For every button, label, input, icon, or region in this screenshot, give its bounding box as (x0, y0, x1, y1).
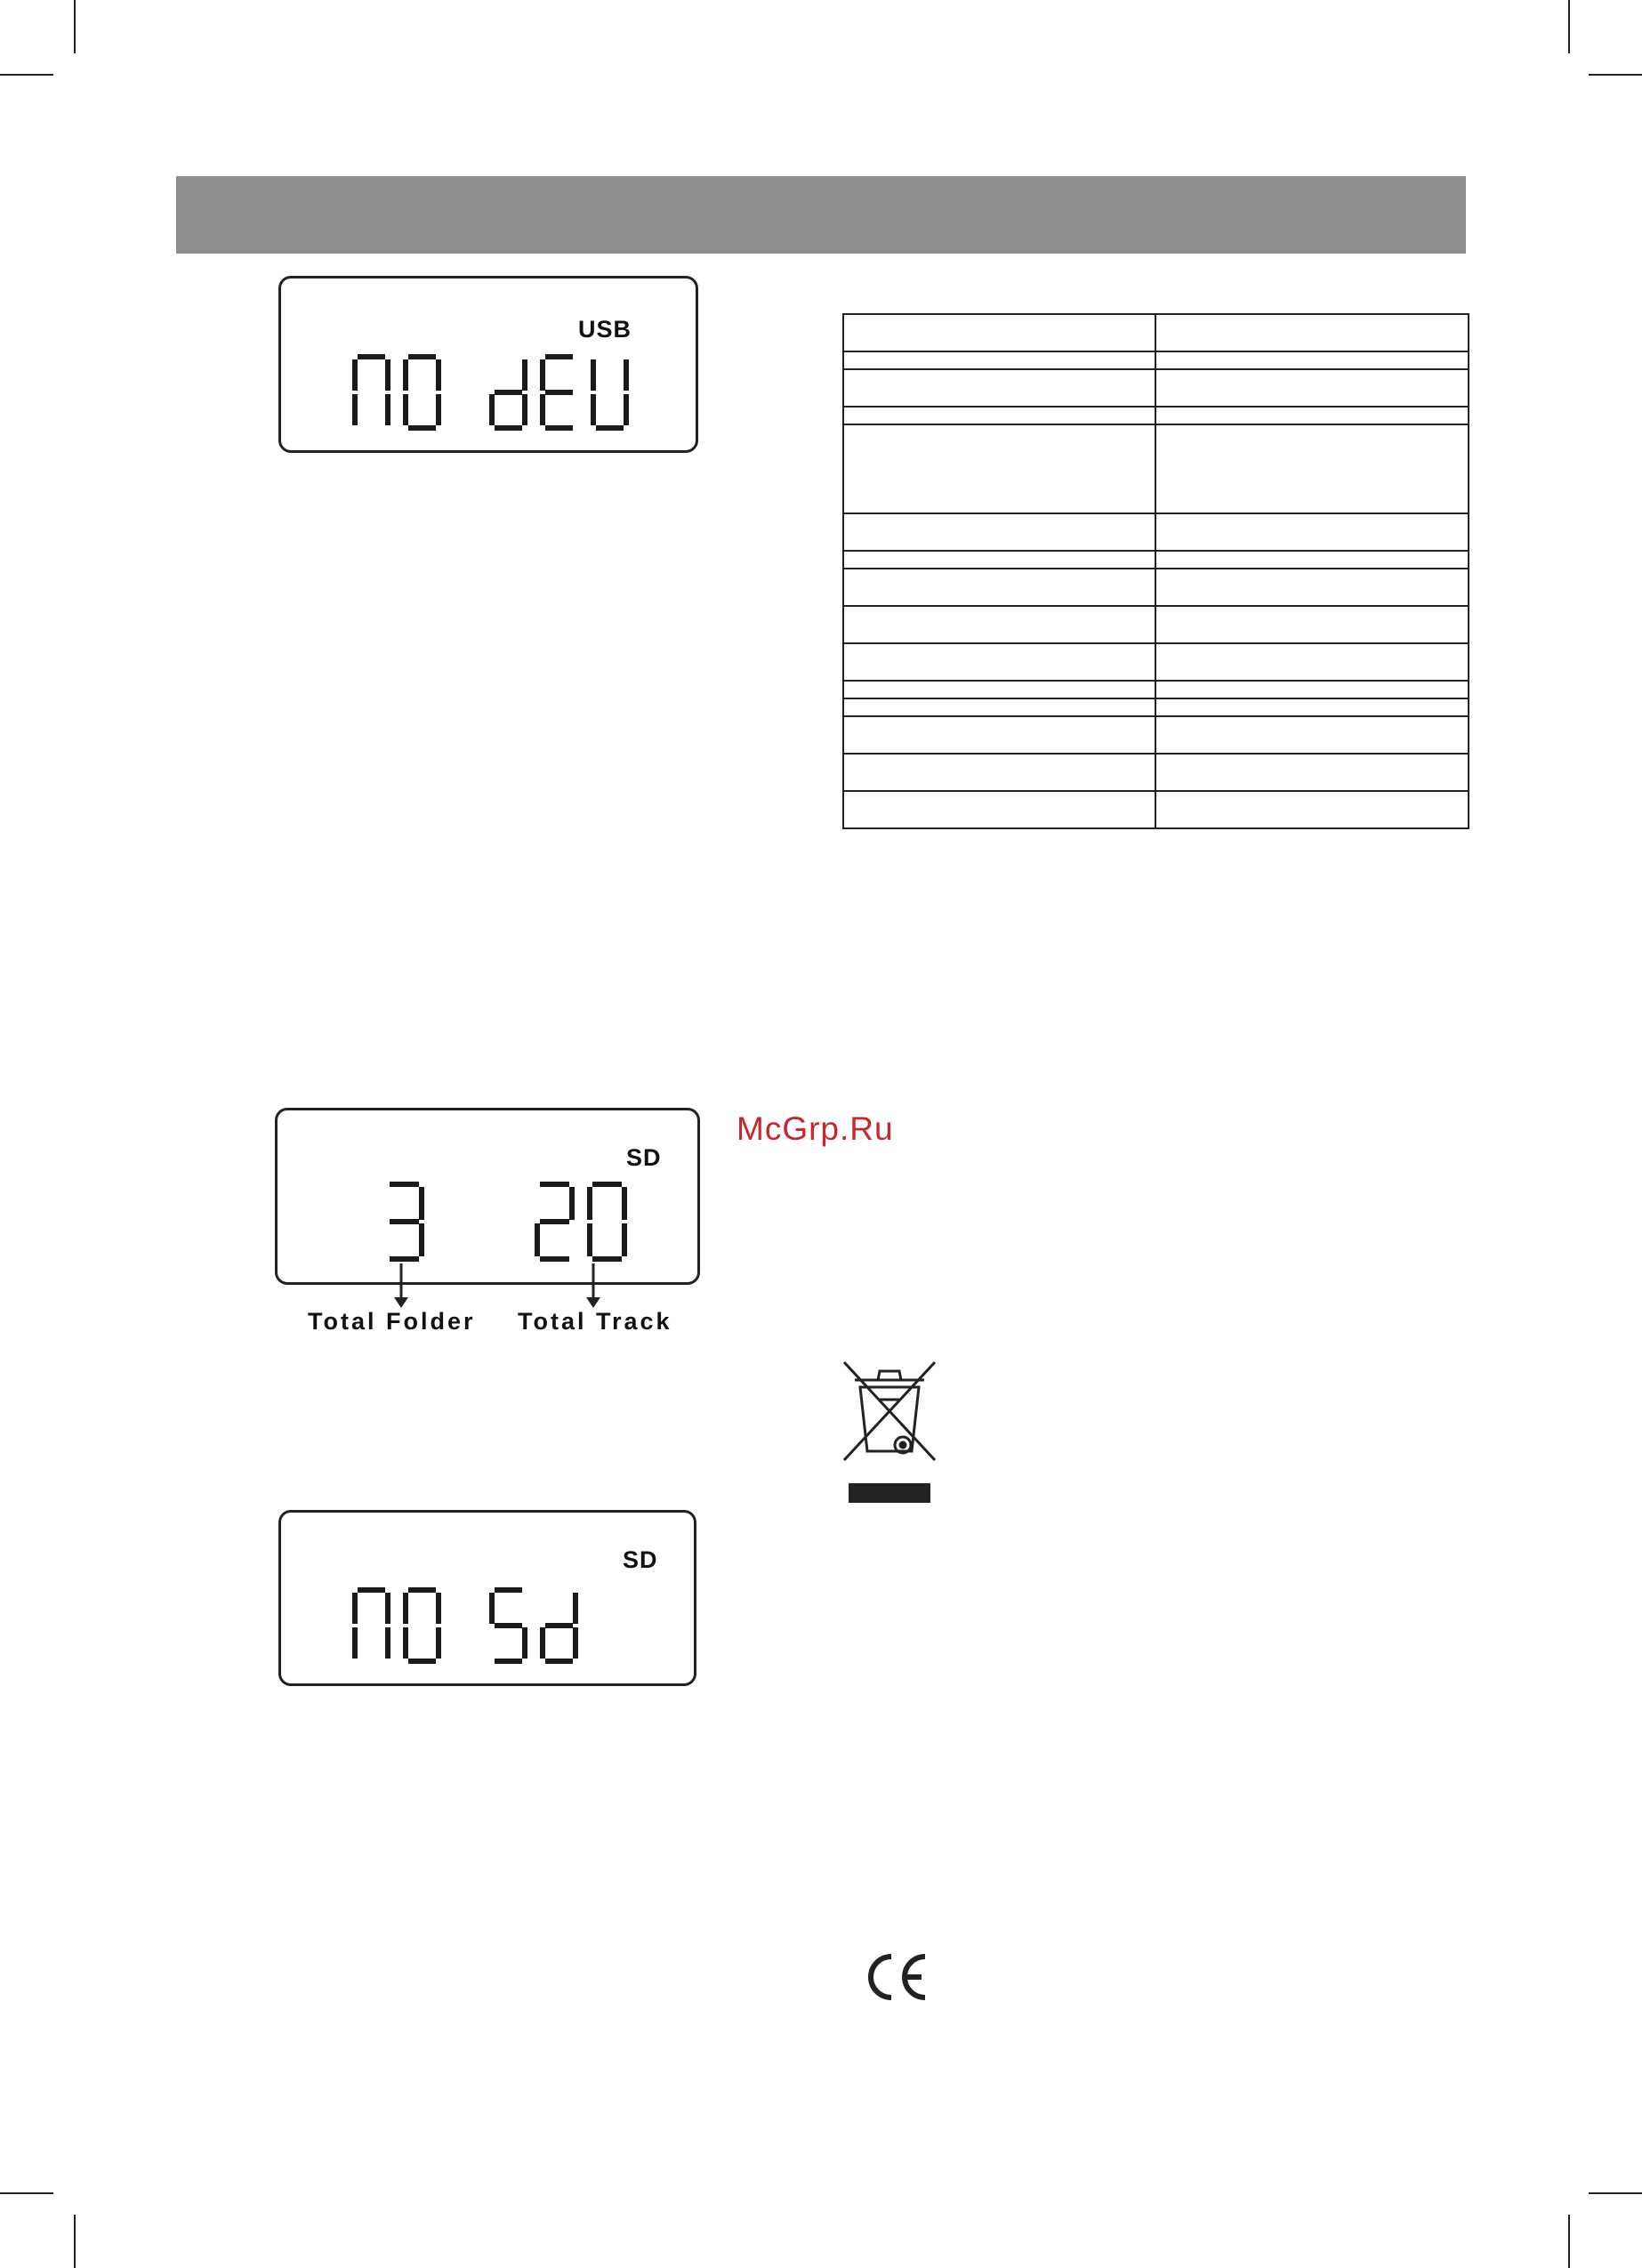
lcd-segment (522, 1627, 527, 1659)
lcd-segment (573, 1627, 578, 1659)
lcd-segment (385, 1627, 390, 1659)
table-row (843, 513, 1469, 551)
lcd-segment (385, 1593, 390, 1624)
table-row (843, 791, 1469, 828)
lcd-segment (436, 1627, 441, 1659)
table-cell (1155, 424, 1469, 513)
watermark-text: McGrp.Ru (736, 1110, 894, 1147)
table-cell (843, 551, 1155, 569)
table-cell (843, 681, 1155, 698)
table-cell (843, 643, 1155, 681)
table-row (843, 698, 1469, 716)
table-row (843, 606, 1469, 643)
lcd-segment (545, 1659, 573, 1664)
caption-total-track: Total Track (518, 1308, 672, 1335)
lcd-segment (540, 1627, 545, 1659)
table-cell (1155, 407, 1469, 424)
lcd-segment (495, 1623, 522, 1628)
table-cell (1155, 351, 1469, 369)
table-cell (843, 791, 1155, 828)
table-row (843, 407, 1469, 424)
table-row (843, 716, 1469, 754)
table-row (843, 424, 1469, 513)
lcd-segment (358, 1587, 385, 1593)
lcd-indicator-usb: USB (578, 316, 632, 343)
caption-total-folder: Total Folder (308, 1308, 476, 1335)
table-cell (843, 569, 1155, 606)
table-cell (843, 698, 1155, 716)
table-row (843, 369, 1469, 407)
table-cell (843, 369, 1155, 407)
table-row (843, 551, 1469, 569)
table-cell (843, 513, 1155, 551)
table-cell (1155, 569, 1469, 606)
lcd-segment (436, 1593, 441, 1624)
table-cell (1155, 513, 1469, 551)
table-row (843, 643, 1469, 681)
lcd-segment (403, 1593, 408, 1624)
lcd-segment (489, 1593, 495, 1624)
lcd-indicator-sd: SD (626, 1144, 662, 1171)
table-cell (843, 351, 1155, 369)
lcd-segment (573, 1593, 578, 1624)
lcd-indicator-sd: SD (623, 1546, 658, 1573)
spec-table (842, 313, 1469, 829)
table-cell (1155, 606, 1469, 643)
lcd-segment (495, 1659, 522, 1664)
lcd-segment (352, 1593, 358, 1624)
table-row (843, 681, 1469, 698)
lcd-display-sd-no-card (278, 1510, 696, 1686)
lcd-segment (408, 1659, 436, 1664)
table-cell (1155, 314, 1469, 351)
table-cell (843, 424, 1155, 513)
table-cell (1155, 643, 1469, 681)
table-row (843, 569, 1469, 606)
table-cell (843, 716, 1155, 754)
table-row (843, 351, 1469, 369)
table-cell (843, 407, 1155, 424)
table-cell (843, 606, 1155, 643)
table-row (843, 314, 1469, 351)
lcd-segment (352, 1627, 358, 1659)
lcd-segment (545, 1623, 573, 1628)
table-cell (1155, 681, 1469, 698)
table-cell (1155, 716, 1469, 754)
table-cell (1155, 791, 1469, 828)
table-cell (843, 754, 1155, 791)
seven-segment-readout (281, 1513, 699, 1689)
table-row (843, 754, 1469, 791)
table-cell (1155, 551, 1469, 569)
table-cell (1155, 754, 1469, 791)
table-cell (1155, 698, 1469, 716)
lcd-segment (495, 1587, 522, 1593)
table-cell (843, 314, 1155, 351)
weee-crossed-bin-icon (841, 1359, 938, 1505)
lcd-segment (408, 1587, 436, 1593)
table-cell (1155, 369, 1469, 407)
lcd-segment (403, 1627, 408, 1659)
ce-mark-icon (863, 1951, 930, 2003)
